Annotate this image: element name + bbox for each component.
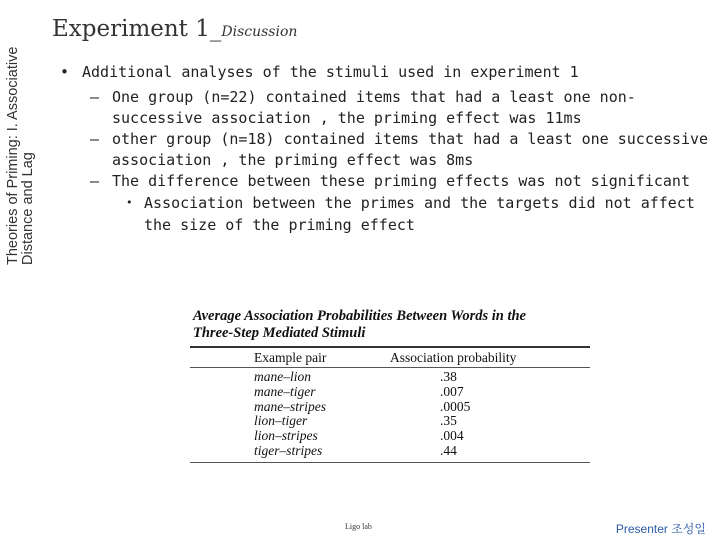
dash-mark: – xyxy=(90,88,100,106)
pair-cell: mane–tiger xyxy=(254,383,316,399)
bullet-mark-small: • xyxy=(126,196,133,209)
table-header xyxy=(190,348,590,367)
probability-cell: .007 xyxy=(440,383,464,399)
dash-mark: – xyxy=(90,172,100,190)
bullet-subsub-text: Association between the primes and the targets did not affect the size of the priming effect xyxy=(144,194,695,234)
bullet-main xyxy=(60,62,710,82)
sidebar-topic: Theories of Priming: I. Associative Distance and Lag xyxy=(5,46,36,265)
pair-cell: mane–stripes xyxy=(254,398,326,414)
probability-cell: .38 xyxy=(440,369,457,384)
bullet-main-text: Additional analyses of the stimuli used in experiment 1 xyxy=(82,63,579,81)
probability-cell: .35 xyxy=(440,413,457,429)
bullet-sub-3-text: The difference between these priming effects was not significant xyxy=(112,172,690,190)
table-row xyxy=(190,414,590,429)
bullet-subsub xyxy=(60,192,710,236)
table-row xyxy=(190,385,590,400)
bullet-list xyxy=(60,62,710,236)
table-row xyxy=(190,370,590,385)
dash-mark: – xyxy=(90,130,100,148)
pair-cell: mane–lion xyxy=(254,369,311,384)
bullet-sub-3 xyxy=(60,171,710,192)
probability-cell: .0005 xyxy=(440,398,471,414)
pair-cell: lion–stripes xyxy=(254,428,318,444)
probability-cell: .004 xyxy=(440,428,464,444)
pair-cell: lion–tiger xyxy=(254,413,308,429)
table-row xyxy=(190,400,590,415)
table-row xyxy=(190,429,590,444)
bullet-mark: • xyxy=(60,63,70,81)
bullet-sub-2 xyxy=(60,129,710,171)
bullet-sub-1-text: One group (n=22) contained items that had a least one non-successive association , the priming effect was 11ms xyxy=(112,88,636,127)
table-title-line-2: Three-Step Mediated Stimuli xyxy=(193,325,366,341)
probability-cell: .44 xyxy=(440,442,457,458)
title-main: Experiment 1_ xyxy=(52,16,222,42)
association-table xyxy=(190,308,590,463)
header-example-pair: Example pair xyxy=(254,350,327,365)
table-body xyxy=(190,368,590,462)
bullet-sub-2-text: other group (n=18) contained items that had a least one successive association , the priming effect was 8ms xyxy=(112,130,709,169)
header-association-probability: Association probability xyxy=(390,350,517,365)
footer-presenter xyxy=(616,520,706,537)
presenter-label: Presenter xyxy=(615,522,668,536)
title-subtitle: Discussion xyxy=(221,24,298,40)
slide-title xyxy=(52,16,297,42)
footer-lab: Ligo lab xyxy=(345,522,372,531)
table-title xyxy=(193,308,590,342)
table-title-line-1: Average Association Probabilities Between Words in the xyxy=(193,308,526,324)
table-bottom-rule xyxy=(190,462,590,463)
bullet-sub-1 xyxy=(60,87,710,129)
presenter-name: 조성일 xyxy=(671,522,706,536)
table-row xyxy=(190,444,590,459)
pair-cell: tiger–stripes xyxy=(254,442,323,458)
